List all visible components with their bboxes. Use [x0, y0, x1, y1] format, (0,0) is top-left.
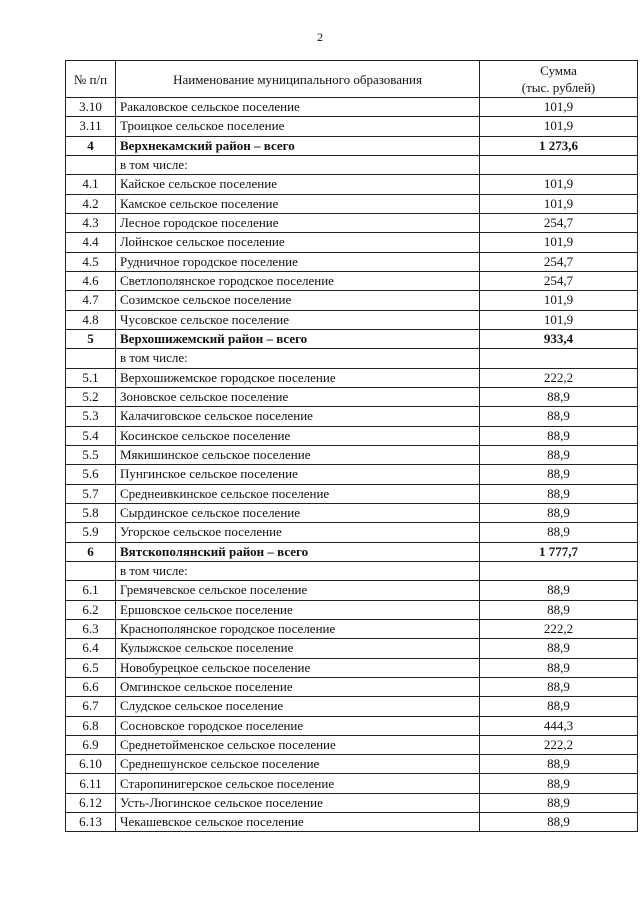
row-sum: 88,9: [480, 484, 638, 503]
row-municipality-name: Рудничное городское поселение: [116, 252, 480, 271]
table-row: [66, 368, 638, 387]
table-row: [66, 639, 638, 658]
table-row: [66, 155, 638, 174]
row-sum: 254,7: [480, 213, 638, 232]
row-sum: 444,3: [480, 716, 638, 735]
row-municipality-name: Краснополянское городское поселение: [116, 619, 480, 638]
header-sum-title: Сумма: [540, 63, 577, 78]
row-sum: 101,9: [480, 310, 638, 329]
table-row: [66, 813, 638, 832]
table-row: [66, 252, 638, 271]
table-row: [66, 426, 638, 445]
row-municipality-name: Ракаловское сельское поселение: [116, 98, 480, 117]
row-sum: 88,9: [480, 503, 638, 522]
row-municipality-name: Косинское сельское поселение: [116, 426, 480, 445]
row-sum: 88,9: [480, 697, 638, 716]
table-row: [66, 445, 638, 464]
row-sum: 1 273,6: [480, 136, 638, 155]
table-row: [66, 581, 638, 600]
row-municipality-name: Кулыжское сельское поселение: [116, 639, 480, 658]
allocation-table: [65, 60, 638, 832]
row-number: [66, 155, 116, 174]
row-number: [66, 349, 116, 368]
row-sum: 88,9: [480, 407, 638, 426]
row-municipality-name: Кайское сельское поселение: [116, 175, 480, 194]
row-number: 6.7: [66, 697, 116, 716]
row-number: 5.9: [66, 523, 116, 542]
row-number: 6.3: [66, 619, 116, 638]
row-municipality-name: в том числе:: [116, 561, 480, 580]
table-row: [66, 213, 638, 232]
header-sum-unit: (тыс. рублей): [521, 80, 596, 95]
row-municipality-name: Ершовское сельское поселение: [116, 600, 480, 619]
row-municipality-name: Мякишинское сельское поселение: [116, 445, 480, 464]
row-municipality-name: Вятскополянский район – всего: [116, 542, 480, 561]
row-sum: 88,9: [480, 445, 638, 464]
table-row: [66, 175, 638, 194]
row-number: 6.9: [66, 735, 116, 754]
row-sum: 88,9: [480, 426, 638, 445]
row-number: 6.1: [66, 581, 116, 600]
table-row: [66, 407, 638, 426]
row-sum: 222,2: [480, 368, 638, 387]
table-row: [66, 619, 638, 638]
row-municipality-name: Среднеивкинское сельское поселение: [116, 484, 480, 503]
row-number: 5.4: [66, 426, 116, 445]
row-number: 6.6: [66, 677, 116, 696]
row-number: 6.13: [66, 813, 116, 832]
row-number: 5.2: [66, 387, 116, 406]
row-number: 6.12: [66, 793, 116, 812]
row-number: 3.11: [66, 117, 116, 136]
row-sum: 101,9: [480, 194, 638, 213]
table-row: [66, 98, 638, 117]
row-number: [66, 561, 116, 580]
row-municipality-name: Гремячевское сельское поселение: [116, 581, 480, 600]
row-number: 5.5: [66, 445, 116, 464]
table-body: [66, 98, 638, 832]
row-sum: 933,4: [480, 329, 638, 348]
row-number: 6.4: [66, 639, 116, 658]
row-municipality-name: Верхнекамский район – всего: [116, 136, 480, 155]
row-number: 4.6: [66, 271, 116, 290]
table-row: [66, 117, 638, 136]
row-sum: 88,9: [480, 639, 638, 658]
row-sum: 101,9: [480, 117, 638, 136]
row-sum: 254,7: [480, 271, 638, 290]
row-municipality-name: Сырдинское сельское поселение: [116, 503, 480, 522]
table-row: [66, 755, 638, 774]
table-row: [66, 194, 638, 213]
row-municipality-name: Среднетойменское сельское поселение: [116, 735, 480, 754]
row-sum: 88,9: [480, 658, 638, 677]
row-sum: 88,9: [480, 774, 638, 793]
row-number: 4.4: [66, 233, 116, 252]
table-row: [66, 793, 638, 812]
row-sum: 88,9: [480, 755, 638, 774]
table-row: [66, 291, 638, 310]
row-number: 6.5: [66, 658, 116, 677]
row-number: 6: [66, 542, 116, 561]
row-number: 4.1: [66, 175, 116, 194]
table-row: [66, 349, 638, 368]
header-municipality-name: Наименование муниципального образования: [116, 61, 480, 98]
row-municipality-name: Зоновское сельское поселение: [116, 387, 480, 406]
row-sum: [480, 561, 638, 580]
row-municipality-name: Усть-Люгинское сельское поселение: [116, 793, 480, 812]
row-number: 6.2: [66, 600, 116, 619]
table-row: [66, 523, 638, 542]
table-row-district-total: [66, 329, 638, 348]
row-number: 4.7: [66, 291, 116, 310]
table-row-district-total: [66, 136, 638, 155]
row-sum: 88,9: [480, 793, 638, 812]
row-sum: 222,2: [480, 619, 638, 638]
table-row: [66, 271, 638, 290]
row-number: 4: [66, 136, 116, 155]
table-row: [66, 561, 638, 580]
row-municipality-name: Новобурецкое сельское поселение: [116, 658, 480, 677]
row-municipality-name: Чусовское сельское поселение: [116, 310, 480, 329]
table-row-district-total: [66, 542, 638, 561]
row-sum: 88,9: [480, 581, 638, 600]
table-row: [66, 716, 638, 735]
row-municipality-name: Среднешунское сельское поселение: [116, 755, 480, 774]
row-municipality-name: Троицкое сельское поселение: [116, 117, 480, 136]
table-row: [66, 735, 638, 754]
table-row: [66, 658, 638, 677]
row-municipality-name: Старопинигерское сельское поселение: [116, 774, 480, 793]
row-municipality-name: Верхошижемское городское поселение: [116, 368, 480, 387]
row-number: 3.10: [66, 98, 116, 117]
row-municipality-name: Слудское сельское поселение: [116, 697, 480, 716]
row-municipality-name: Камское сельское поселение: [116, 194, 480, 213]
row-municipality-name: Сосновское городское поселение: [116, 716, 480, 735]
row-sum: 1 777,7: [480, 542, 638, 561]
header-number: № п/п: [66, 61, 116, 98]
row-number: 4.5: [66, 252, 116, 271]
table-row: [66, 484, 638, 503]
table-row: [66, 233, 638, 252]
row-number: 6.10: [66, 755, 116, 774]
table-row: [66, 387, 638, 406]
table-row: [66, 310, 638, 329]
page-number: 2: [317, 30, 323, 44]
row-sum: 101,9: [480, 175, 638, 194]
row-municipality-name: Чекашевское сельское поселение: [116, 813, 480, 832]
row-municipality-name: Пунгинское сельское поселение: [116, 465, 480, 484]
row-sum: 88,9: [480, 600, 638, 619]
row-sum: 88,9: [480, 677, 638, 696]
row-number: 5: [66, 329, 116, 348]
table-row: [66, 465, 638, 484]
table-row: [66, 774, 638, 793]
table-row: [66, 697, 638, 716]
table-row: [66, 677, 638, 696]
header-sum: [480, 61, 638, 98]
row-sum: 222,2: [480, 735, 638, 754]
row-sum: 101,9: [480, 233, 638, 252]
table-row: [66, 600, 638, 619]
row-sum: 101,9: [480, 291, 638, 310]
row-number: 5.8: [66, 503, 116, 522]
row-number: 5.6: [66, 465, 116, 484]
row-municipality-name: Лесное городское поселение: [116, 213, 480, 232]
row-sum: [480, 349, 638, 368]
row-sum: 88,9: [480, 813, 638, 832]
row-sum: 254,7: [480, 252, 638, 271]
row-number: 5.3: [66, 407, 116, 426]
row-municipality-name: Лойнское сельское поселение: [116, 233, 480, 252]
row-municipality-name: Созимское сельское поселение: [116, 291, 480, 310]
row-sum: 88,9: [480, 523, 638, 542]
row-number: 6.11: [66, 774, 116, 793]
table-header-row: [66, 61, 638, 98]
row-municipality-name: Угорское сельское поселение: [116, 523, 480, 542]
row-sum: 88,9: [480, 387, 638, 406]
row-number: 5.1: [66, 368, 116, 387]
row-number: 6.8: [66, 716, 116, 735]
row-number: 4.8: [66, 310, 116, 329]
row-municipality-name: Верхошижемский район – всего: [116, 329, 480, 348]
row-municipality-name: Калачиговское сельское поселение: [116, 407, 480, 426]
row-municipality-name: Светлополянское городское поселение: [116, 271, 480, 290]
row-municipality-name: в том числе:: [116, 155, 480, 174]
row-sum: 101,9: [480, 98, 638, 117]
row-municipality-name: Омгинское сельское поселение: [116, 677, 480, 696]
table-row: [66, 503, 638, 522]
row-number: 4.2: [66, 194, 116, 213]
row-sum: 88,9: [480, 465, 638, 484]
row-number: 4.3: [66, 213, 116, 232]
row-municipality-name: в том числе:: [116, 349, 480, 368]
row-number: 5.7: [66, 484, 116, 503]
row-sum: [480, 155, 638, 174]
